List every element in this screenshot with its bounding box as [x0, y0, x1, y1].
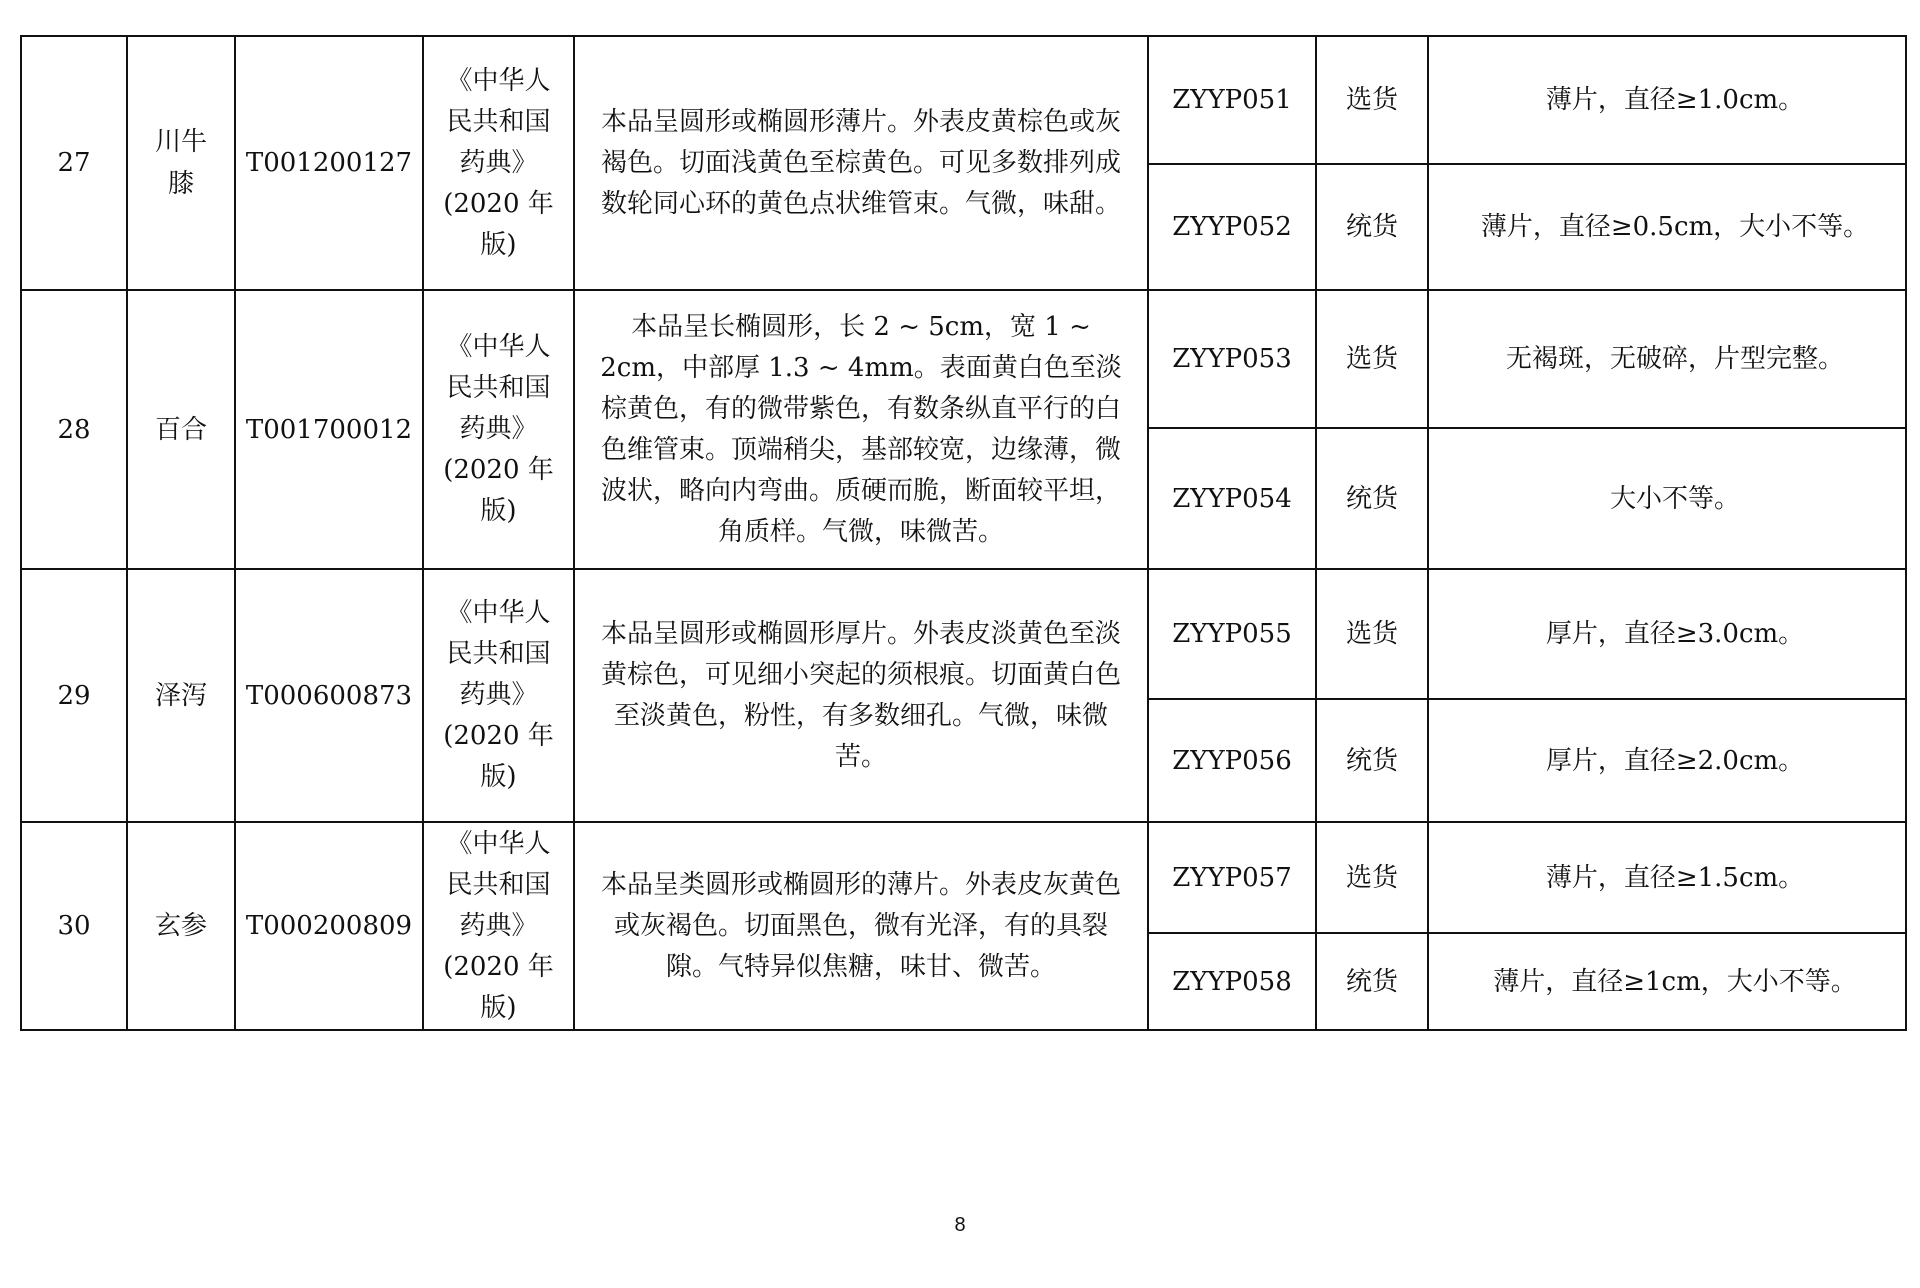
herb-description: 本品呈圆形或椭圆形薄片。外表皮黄棕色或灰褐色。切面浅黄色至棕黄色。可见多数排列成数轮同心环的黄色点状维管束。气微，味甜。 [574, 36, 1148, 290]
standard-line: 版) [480, 229, 517, 260]
grade-spec: 薄片，直径≥0.5cm，大小不等。 [1428, 164, 1906, 290]
grade-level: 统货 [1316, 699, 1428, 822]
standard-reference [423, 36, 574, 290]
standard-line: 民共和国 [446, 639, 551, 669]
herb-name [127, 290, 235, 569]
grade-code: ZYYP058 [1148, 933, 1316, 1030]
grade-level: 统货 [1316, 933, 1428, 1030]
herb-name-line: 川牛 [154, 127, 207, 157]
standard-line: 药典》 [459, 147, 538, 178]
standard-line: 药典》 [459, 414, 538, 444]
grade-code: ZYYP054 [1148, 428, 1316, 569]
herb-code: T001700012 [235, 290, 423, 569]
row-number: 30 [21, 822, 127, 1030]
standard-line: 《中华人 [446, 65, 551, 96]
standard-line: 民共和国 [446, 373, 551, 403]
grade-code: ZYYP052 [1148, 164, 1316, 290]
grade-level: 统货 [1316, 164, 1428, 290]
grade-spec: 大小不等。 [1428, 428, 1906, 569]
grade-level: 选货 [1316, 36, 1428, 164]
standard-line: (2020 年 [443, 721, 554, 751]
grade-spec: 厚片，直径≥2.0cm。 [1428, 699, 1906, 822]
herb-code: T001200127 [235, 36, 423, 290]
standard-line: 版) [480, 762, 517, 792]
herb-name-line: 泽泻 [154, 680, 207, 711]
herb-name-line: 膝 [167, 169, 194, 199]
table-row [21, 822, 1906, 933]
row-number: 28 [21, 290, 127, 569]
standard-reference [423, 290, 574, 569]
grade-level: 选货 [1316, 569, 1428, 699]
standard-line: (2020 年 [443, 188, 554, 219]
herb-name-line: 玄参 [154, 911, 207, 941]
standard-line: (2020 年 [443, 951, 554, 982]
herb-name [127, 822, 235, 1030]
grade-level: 统货 [1316, 428, 1428, 569]
herb-description: 本品呈长椭圆形，长 2 ~ 5cm，宽 1 ~ 2cm，中部厚 1.3 ~ 4mm。表面黄白色至淡棕黄色，有的微带紫色，有数条纵直平行的白色维管束。顶端稍尖，基部较宽，边缘薄，微波状，略向内弯曲。质硬而脆，断面较平坦，角质样。气微，味微苦。 [574, 290, 1148, 569]
row-number: 27 [21, 36, 127, 290]
grade-level: 选货 [1316, 822, 1428, 933]
row-number: 29 [21, 569, 127, 822]
standard-line: (2020 年 [443, 455, 554, 485]
grade-spec: 无褐斑，无破碎，片型完整。 [1428, 290, 1906, 428]
standard-line: 《中华人 [446, 332, 551, 362]
standard-line: 民共和国 [446, 106, 551, 137]
grade-code: ZYYP051 [1148, 36, 1316, 164]
standard-line: 版) [480, 496, 517, 526]
herb-description: 本品呈圆形或椭圆形厚片。外表皮淡黄色至淡黄棕色，可见细小突起的须根痕。切面黄白色至淡黄色，粉性，有多数细孔。气微，味微苦。 [574, 569, 1148, 822]
grade-code: ZYYP057 [1148, 822, 1316, 933]
standard-line: 版) [480, 992, 517, 1023]
standard-reference [423, 569, 574, 822]
herb-name-line: 百合 [154, 414, 207, 445]
table-row [21, 290, 1906, 428]
grade-code: ZYYP056 [1148, 699, 1316, 822]
herb-grade-table [20, 35, 1907, 1031]
standard-line: 《中华人 [446, 598, 551, 628]
herb-name [127, 36, 235, 290]
grade-code: ZYYP055 [1148, 569, 1316, 699]
grade-spec: 薄片，直径≥1.5cm。 [1428, 822, 1906, 933]
table-row [21, 36, 1906, 164]
grade-code: ZYYP053 [1148, 290, 1316, 428]
standard-line: 药典》 [459, 910, 538, 941]
grade-spec: 薄片，直径≥1.0cm。 [1428, 36, 1906, 164]
standard-line: 民共和国 [446, 869, 551, 900]
standard-line: 《中华人 [446, 828, 551, 859]
grade-spec: 厚片，直径≥3.0cm。 [1428, 569, 1906, 699]
herb-description: 本品呈类圆形或椭圆形的薄片。外表皮灰黄色或灰褐色。切面黑色，微有光泽，有的具裂隙。气特异似焦糖，味甘、微苦。 [574, 822, 1148, 1030]
standard-reference [423, 822, 574, 1030]
herb-code: T000600873 [235, 569, 423, 822]
herb-name [127, 569, 235, 822]
grade-level: 选货 [1316, 290, 1428, 428]
herb-code: T000200809 [235, 822, 423, 1030]
page-number: 8 [954, 1214, 966, 1236]
table-row [21, 569, 1906, 699]
grade-spec: 薄片，直径≥1cm，大小不等。 [1428, 933, 1906, 1030]
standard-line: 药典》 [459, 680, 538, 710]
